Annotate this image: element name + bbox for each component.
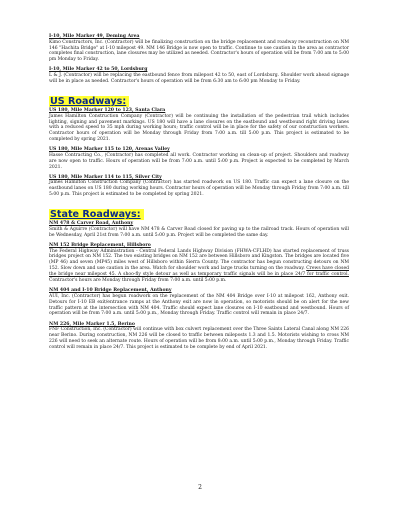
entry-nm404-anthony <box>49 288 349 317</box>
entry-body: AUI, Inc. (Contractor) has begun roadwork on the replacement of the NM 404 Bridge over I-10 at milepost 162, Anthony exit. Detours for I-10 EB exit/entrance ramps at the Anthony exit are now in operation, so motorists should be on alert for the new traffic pattern at the intersection with NM 404. Traffic should expect lane closures on I-10 eastbound and westbound. Hours of operation will be from 7:00 a.m. until 5:00 p.m., Monday through Friday. Traffic control will remain in place 24/7. <box>49 293 349 317</box>
entry-body: James Hamilton Construction Company (Contractor) has started roadwork on US 180. Traffic can expect a lane closure on the eastbound lanes on US 180 during working hours. Contractor hours of operation will be Monday through Friday from 7:00 a.m. till 5:00 p.m. This project is estimated to be completed by spring 2021. <box>49 180 349 198</box>
entry-heading: US 180, Mile Marker 114 to 115, Silver City <box>49 174 162 180</box>
page-content <box>49 34 349 355</box>
entry-nm152-hillsboro <box>49 243 349 284</box>
entry-body: FNF Construction, Inc. (Contractor) will continue with box culvert replacement over the Three Saints Lateral Canal along NM 226 near Berino. During construction, NM 226 will be closed to traffic between mileposts 1.3 and 1.5. Motorists wishing to cross NM 226 will need to seek an alternate route. Hours of operation will be from 8:00 a.m. until 5:00 p.m., Monday through Friday. Traffic control will remain in place 24/7. This project is estimated to be complete by end of April 2021. <box>49 327 349 350</box>
entry-body-start: The Federal Highway Administration - Central Federal Lands Highway Division (FHWA-CFLHD) has started replacement of truss bridges project on NM 152. The two existing bridges on NM 152 are between Hillsboro and Kingston. The bridges are located five (MP 46) and seven (MP45) miles west of Hillsboro within Sierra County. The contractor has begun constructing detours on NM 152. Slow down and use caution in the area. Watch for shoulder work and large trucks turning on the roadway. <box>49 248 349 272</box>
entry-heading: NM 404 and I-10 Bridge Replacement, Anthony <box>49 288 172 294</box>
entry-heading: I-10, Mile Marker 49, Deming Area <box>49 34 140 39</box>
entry-heading: I-10, Mile Marker 42 to 50, Lordsburg <box>49 67 148 73</box>
entry-i10-lordsburg <box>49 67 349 84</box>
entry-nm226-berino <box>49 322 349 351</box>
entry-body: Kimo Constructors, Inc. (Contractor) will be finalizing construction on the bridge replacement and roadway reconstruction on NM 146 "Hachita Bridge" at I-10 milepost 49. NM 146 Bridge is now open to traffic. Continue to use caution in the area as contractor completes final construction, lane closures may be utilized as needed. Contractor's hours of operation will be from 7:00 am to 5:00 pm Monday to Friday. <box>49 39 349 63</box>
entry-body-underlined: Crews have closed the bridge near milepost 45. A shoo-fly style detour as well as temporary traffic signals will be in place 24/7 for traffic control. <box>49 266 349 278</box>
entry-us180-santa-clara <box>49 108 349 143</box>
entry-heading: NM 478 & Carver Road, Anthony <box>49 221 134 227</box>
entry-body <box>49 249 349 284</box>
entry-us180-arenas-valley <box>49 147 349 170</box>
entry-body: James Hamilton Construction Company (Contractor) will be continuing the installation of the pedestrian trail which includes lighting, signing and pavement markings. US 180 will have a lane closures on the eastbound and westbound right driving lanes with a reduced speed to 35 mph during working hours; traffic control will be in place for the safety of our construction workers. Contractor hours of operation will be Monday through Friday from 7:00 a.m. till 5:00 p.m. This project is estimated to be completed by spring 2021. <box>49 113 349 143</box>
entry-body: L & J. (Contractor) will be replacing the eastbound fence from milepost 42 to 50, east of Lordsburg. Shoulder work ahead signage will be in place as needed. Contractor's hours of operation will be from 6:30 am to 6:00 pm Monday to Friday. <box>49 73 349 84</box>
section-heading-us-roadways: US Roadways: <box>49 96 129 107</box>
entry-us180-silver-city <box>49 175 349 198</box>
entry-heading: NM 152 Bridge Replacement, Hillsboro <box>49 242 151 248</box>
entry-heading: NM 226, Mile Marker 1.5, Berino <box>49 321 135 327</box>
entry-nm478-anthony <box>49 221 349 238</box>
section-heading-state-roadways: State Roadways: <box>49 209 144 220</box>
entry-heading: US 180, Mile Marker 115 to 120, Arenas Valley <box>49 147 170 153</box>
entry-body-end: Contractor's hours are Monday through Friday from 7:00 a.m. until 5:00 p.m. <box>49 278 227 284</box>
entry-i10-deming <box>49 34 349 63</box>
page-number: 2 <box>198 484 202 491</box>
entry-body: Hasse Contracting Co., (Contractor) has completed all work. Contractor working on clean-up of project. Shoulders and roadway are now open to traffic. Hours of operation will be from 7:00 a.m. until 5:00 p.m. Project is expected to be completed by March 2021. <box>49 152 349 170</box>
entry-heading: US 180, Mile Marker 120 to 123, Santa Clara <box>49 108 166 113</box>
entry-body: Smith & Aguirre (Contractor) will have NM 478 & Carver Road closed for paving up to the railroad track. Hours of operation will be Wednesday, April 21st from 7:00 a.m. until 5:00 p.m. Project will be completed the same day. <box>49 226 349 238</box>
